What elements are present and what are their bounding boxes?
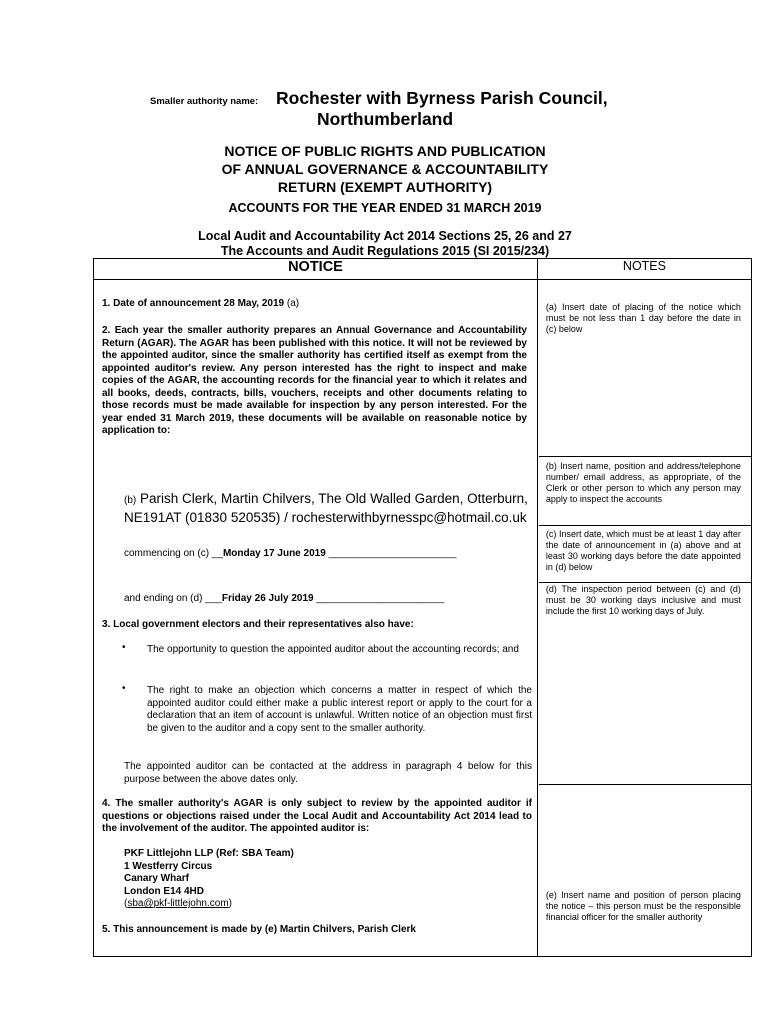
ending-label: and ending on (d) ___ <box>124 593 222 604</box>
address-line-1: PKF Littlejohn LLP (Ref: SBA Team) <box>124 848 294 859</box>
address-line-3: Canary Wharf <box>124 873 190 884</box>
auditor-contact-note: The appointed auditor can be contacted at the address in paragraph 4 below for this purpose between the above dates only. <box>124 761 532 785</box>
act-line-2: The Accounts and Audit Regulations 2015 (SI 2015/234) <box>220 244 550 258</box>
notes-divider-d <box>539 582 752 583</box>
act-heading <box>0 229 770 259</box>
note-d: (d) The inspection period between (c) and (d) must be 30 working days inclusive and must include the first 10 working days of July. <box>545 584 741 616</box>
ending-underline: _______________________ <box>313 593 445 604</box>
auditor-email[interactable]: (sba@pkf-littlejohn.com) <box>124 898 232 909</box>
note-ref-b: (b) <box>124 495 137 506</box>
notice-title <box>0 142 770 196</box>
notes-divider-b <box>539 525 752 526</box>
notes-divider-e <box>539 784 752 785</box>
title-line-1: NOTICE OF PUBLIC RIGHTS AND PUBLICATION <box>224 143 546 159</box>
notice-header: NOTICE <box>94 259 538 280</box>
note-e: (e) Insert name and position of person placing the notice – this person must be the responsible financial officer for the smaller authority <box>545 890 741 922</box>
auditor-email-link[interactable]: sba@pkf-littlejohn.com <box>127 898 229 909</box>
address-line-4: London E14 4HD <box>124 885 205 897</box>
ending-date: Friday 26 July 2019 <box>221 593 314 604</box>
notice-table <box>93 258 752 957</box>
authority-county: Northumberland <box>316 109 454 129</box>
note-a: (a) Insert date of placing of the notice which must be not less than 1 day before the date in (c) below <box>545 302 741 334</box>
contact-block <box>124 490 529 526</box>
notice-column <box>94 280 538 957</box>
paragraph-5: 5. This announcement is made by (e) Martin Chilvers, Parish Clerk <box>102 924 416 935</box>
bullet-2: The right to make an objection which concerns a matter in respect of which the appointed auditor could either make a public interest report or apply to the court for a declaration that an item of account is unlawful. Written notice of an objection must first be given to the auditor and a copy sent to the smaller authority. <box>147 685 532 734</box>
act-line-1: Local Audit and Accountability Act 2014 Sections 25, 26 and 27 <box>198 229 572 243</box>
accounts-heading: ACCOUNTS FOR THE YEAR ENDED 31 MARCH 2019 <box>228 201 542 215</box>
paragraph-2: 2. Each year the smaller authority prepares an Annual Governance and Accountability Return (AGAR). The AGAR has been published with this notice. It will not be reviewed by the appointed auditor, since the smaller authority has certified itself as exempt from the appointed auditor's review. Any person interested has the right to inspect and make copies of the AGAR, the accounting records for the financial year to which it relates and all books, deeds, contracts, bills, vouchers, receipts and other documents relating to those records must be made available for inspection by any person interested. For the year ended 31 March 2019, these documents will be available on reasonable notice by application to: <box>102 325 527 436</box>
bullet-1: The opportunity to question the appointed auditor about the accounting records; and <box>147 644 519 655</box>
commencing-label: commencing on (c) __ <box>124 548 223 559</box>
note-ref-a: (a) <box>286 298 300 309</box>
title-line-3: RETURN (EXEMPT AUTHORITY) <box>277 179 493 195</box>
bullet-dot-2: • <box>122 683 126 694</box>
notes-header: NOTES <box>537 259 751 280</box>
ending-line <box>124 593 534 606</box>
announcement-date: 1. Date of announcement 28 May, 2019 <box>102 298 285 309</box>
title-line-2: OF ANNUAL GOVERNANCE & ACCOUNTABILITY <box>221 161 549 177</box>
commencing-line <box>124 548 534 561</box>
paragraph-3: 3. Local government electors and their representatives also have: <box>102 619 414 630</box>
auditor-address <box>124 848 294 911</box>
paragraph-4: 4. The smaller authority's AGAR is only subject to review by the appointed auditor if questions or objections raised under the Local Audit and Accountability Act 2014 lead to the involvement of the auditor. The appointed auditor is: <box>102 798 532 834</box>
commencing-date: Monday 17 June 2019 <box>222 548 326 559</box>
notes-divider-a <box>539 456 752 457</box>
paragraph-1 <box>102 298 299 311</box>
bullet-dot-1: • <box>122 642 126 653</box>
address-line-2: 1 Westferry Circus <box>124 860 213 872</box>
authority-name: Rochester with Byrness Parish Council, <box>276 88 608 108</box>
authority-label: Smaller authority name: <box>150 96 259 107</box>
note-c: (c) Insert date, which must be at least 1 day after the date of announcement in (a) above and at least 30 working days before the date appointed in (d) below <box>545 529 741 572</box>
contact-details: Parish Clerk, Martin Chilvers, The Old Walled Garden, Otterburn, NE191AT (01830 520535) / rochesterwithbyrnesspc@hotmail.co.uk <box>124 491 528 525</box>
note-b: (b) Insert name, position and address/telephone number/ email address, as appropriate, of the Clerk or other person to which any person may apply to inspect the accounts <box>545 461 741 504</box>
notes-column <box>537 280 751 957</box>
commencing-underline: _______________________ <box>325 548 457 559</box>
